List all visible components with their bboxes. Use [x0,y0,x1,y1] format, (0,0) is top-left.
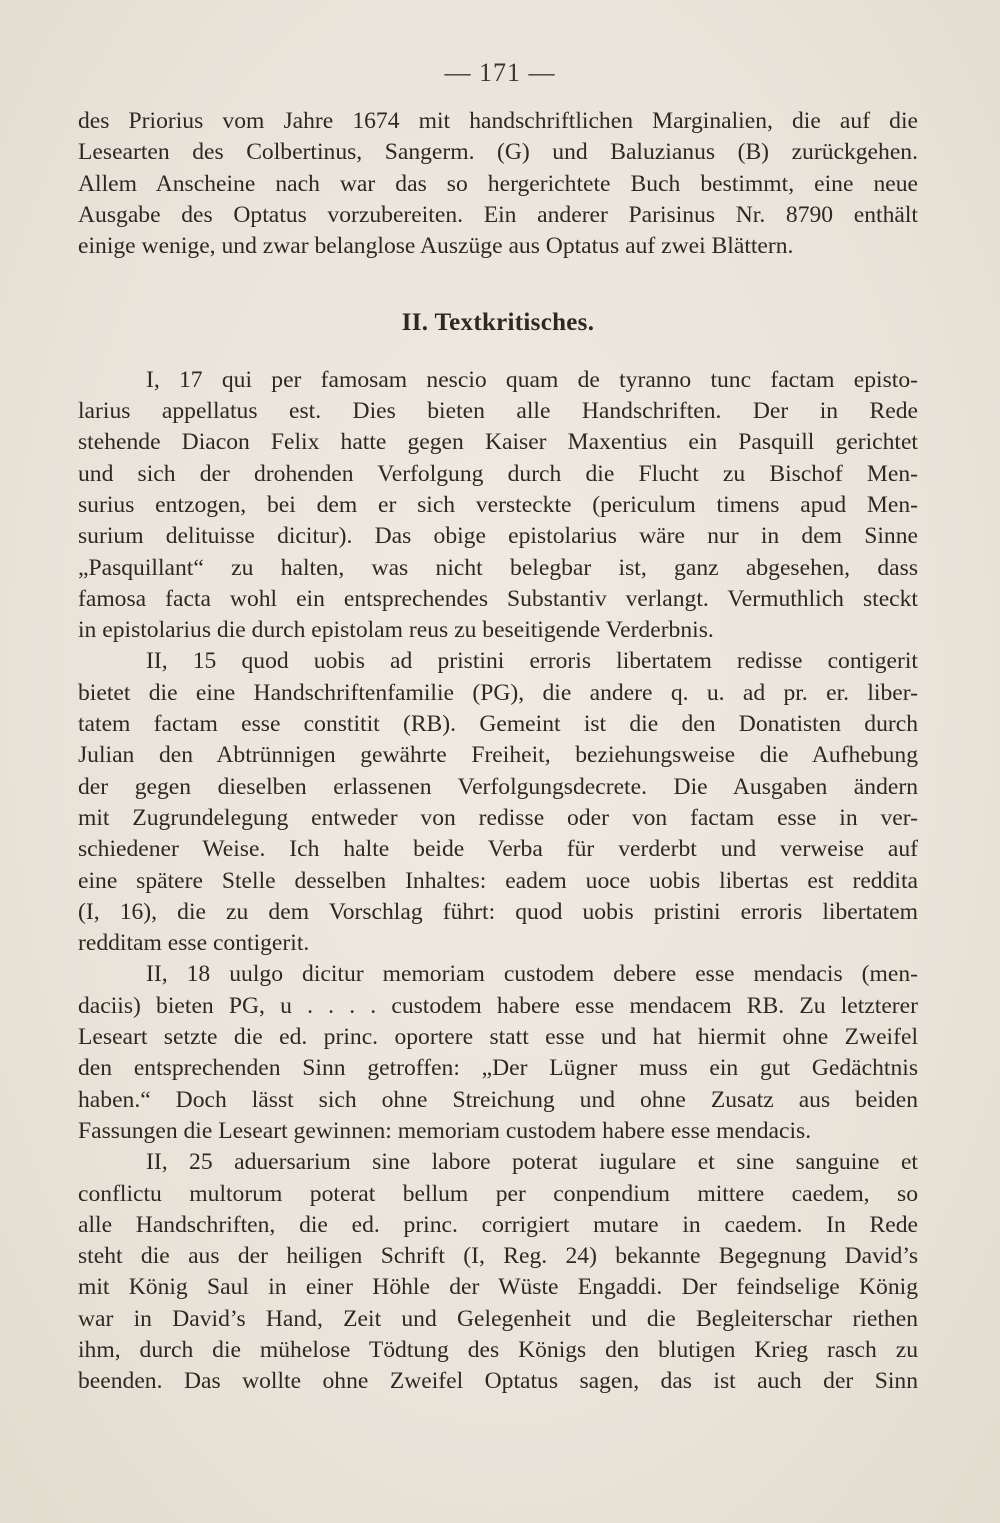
section-heading: II. Textkritisches. [401,309,595,337]
text-line: surium delituisse dicitur). Das obige epistolarius wäre nur in dem Sinne [78,523,918,550]
text-line: conflictu multorum poterat bellum per conpendium mittere caedem, so [78,1180,918,1207]
text-line: „Pasquillant“ zu halten, was nicht belegbar ist, ganz abgesehen, dass [78,554,918,581]
intro-paragraph [78,106,918,262]
text-line: Allem Anscheine nach war das so hergerichtete Buch bestimmt, eine neue [78,170,918,197]
text-line: eine spätere Stelle desselben Inhaltes: eadem uoce uobis libertas est reddita [78,867,918,894]
text-block [78,106,918,1398]
text-line: larius appellatus est. Dies bieten alle Handschriften. Der in Rede [78,398,918,425]
text-line: beenden. Das wollte ohne Zweifel Optatus sagen, das ist auch der Sinn [78,1368,918,1395]
text-line: II, 18 uulgo dicitur memoriam custodem debere esse mendacis (men- [146,961,918,988]
text-line: der gegen dieselben erlassenen Verfolgungsdecrete. Die Ausgaben ändern [78,773,918,800]
text-line: Ausgabe des Optatus vorzubereiten. Ein anderer Parisinus Nr. 8790 enthält [78,201,918,228]
text-line: den entsprechenden Sinn getroffen: „Der Lügner muss ein gut Gedächtnis [78,1055,918,1082]
text-line: alle Handschriften, die ed. princ. corrigiert mutare in caedem. In Rede [78,1211,918,1238]
text-line: mit Zugrundelegung entweder von redisse oder von factam esse in ver- [78,804,918,831]
text-line: in epistolarius die durch epistolam reus zu beseitigende Verderbnis. [78,617,714,644]
text-line: mit König Saul in einer Höhle der Wüste Engaddi. Der feindselige König [78,1274,918,1301]
page-number: — 171 — [444,58,556,87]
text-line: stehende Diacon Felix hatte gegen Kaiser Maxentius ein Pasquill gerichtet [78,429,918,456]
text-line: und sich der drohenden Verfolgung durch die Flucht zu Bischof Men- [78,460,918,487]
paragraph-ii-25 [78,1147,918,1397]
text-line: steht die aus der heiligen Schrift (I, Reg. 24) bekannte Begegnung David’s [78,1243,918,1270]
text-line: II, 15 quod uobis ad pristini erroris libertatem redisse contigerit [146,648,918,675]
text-line: einige wenige, und zwar belanglose Auszüge aus Optatus auf zwei Blättern. [78,233,794,260]
paragraph-ii-15 [78,646,918,959]
text-line: redditam esse contigerit. [78,930,310,957]
text-line: tatem factam esse constitit (RB). Gemeint ist die den Donatisten durch [78,711,918,738]
text-line: schiedener Weise. Ich halte beide Verba für verderbt und verweise auf [78,836,918,863]
text-line: Lesearten des Colbertinus, Sangerm. (G) und Baluzianus (B) zurückgehen. [78,139,918,166]
text-line: Fassungen die Leseart gewinnen: memoriam custodem habere esse mendacis. [78,1117,812,1144]
paragraph-ii-18 [78,959,918,1147]
text-line: haben.“ Doch lässt sich ohne Streichung und ohne Zusatz aus beiden [78,1086,918,1113]
paragraph-i-17 [78,365,918,647]
text-line: (I, 16), die zu dem Vorschlag führt: quod uobis pristini erroris libertatem [78,898,918,925]
text-line: surius entzogen, bei dem er sich versteckte (periculum timens apud Men- [78,491,918,518]
text-line: famosa facta wohl ein entsprechendes Substantiv verlangt. Vermuthlich steckt [78,585,918,612]
text-line: bietet die eine Handschriftenfamilie (PG), die andere q. u. ad pr. er. liber- [78,679,918,706]
text-line: ihm, durch die mühelose Tödtung des Königs den blutigen Krieg rasch zu [78,1336,918,1363]
text-line: I, 17 qui per famosam nescio quam de tyranno tunc factam episto- [146,366,918,393]
text-line: Julian den Abtrünnigen gewährte Freiheit, beziehungsweise die Aufhebung [78,742,918,769]
text-line: daciis) bieten PG, u . . . . custodem habere esse mendacem RB. Zu letzterer [78,992,918,1019]
text-line: II, 25 aduersarium sine labore poterat iugulare et sine sanguine et [146,1149,918,1176]
text-line: Leseart setzte die ed. princ. oportere statt esse und hat hiermit ohne Zweifel [78,1024,918,1051]
text-line: war in David’s Hand, Zeit und Gelegenheit und die Begleiterschar riethen [78,1305,918,1332]
text-line: des Priorius vom Jahre 1674 mit handschriftlichen Marginalien, die auf die [78,108,918,134]
